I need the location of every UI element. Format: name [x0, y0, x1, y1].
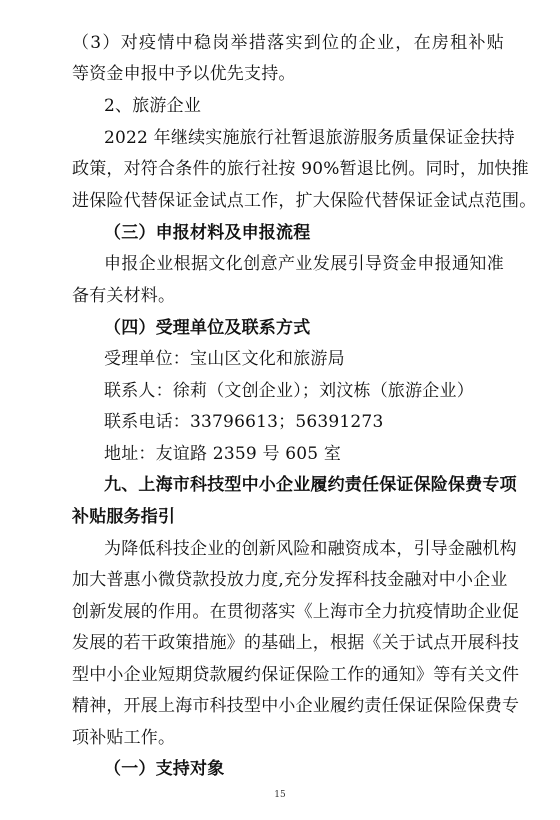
contact-line: 地址：友谊路 2359 号 605 室 [104, 444, 342, 464]
paragraph-line: 进保险代替保证金试点工作，扩大保险代替保证金试点范围。 [72, 191, 537, 211]
paragraph-line: 项补贴工作。 [72, 728, 176, 748]
paragraph-line: 申报企业根据文化创意产业发展引导资金申报通知准 [104, 254, 504, 274]
paragraph-line: 创新发展的作用。在贯彻落实《上海市全力抗疫情助企业促 [72, 602, 520, 622]
section-heading: 2、旅游企业 [104, 96, 202, 116]
contact-line: 受理单位：宝山区文化和旅游局 [104, 349, 345, 369]
contact-line: 联系电话：33796613；56391273 [104, 412, 384, 432]
paragraph-line: 精神，开展上海市科技型中小企业履约责任保证保险保费专 [72, 696, 520, 716]
page-number: 15 [274, 790, 286, 800]
section-heading: （四）受理单位及联系方式 [104, 318, 311, 338]
paragraph-line: 政策，对符合条件的旅行社按 90%暂退比例。同时，加快推 [72, 159, 529, 179]
chapter-heading: 补贴服务指引 [72, 507, 176, 527]
paragraph-line: 等资金申报中予以优先支持。 [72, 64, 296, 84]
chapter-heading: 九、上海市科技型中小企业履约责任保证保险保费专项 [104, 475, 517, 495]
paragraph-line: 发展的若干政策措施》的基础上，根据《关于试点开展科技 [72, 633, 520, 653]
contact-line: 联系人：徐莉（文创企业）；刘汶栋（旅游企业） [104, 381, 474, 401]
paragraph-line: 为降低科技企业的创新风险和融资成本，引导金融机构 [104, 539, 517, 559]
paragraph-line: （3）对疫情中稳岗举措落实到位的企业，在房租补贴 [72, 33, 504, 53]
section-heading: （一）支持对象 [104, 759, 225, 779]
section-heading: （三）申报材料及申报流程 [104, 223, 311, 243]
paragraph-line: 2022 年继续实施旅行社暂退旅游服务质量保证金扶持 [104, 128, 515, 148]
paragraph-line: 加大普惠小微贷款投放力度,充分发挥科技金融对中小企业 [72, 570, 508, 590]
paragraph-line: 备有关材料。 [72, 286, 176, 306]
paragraph-line: 型中小企业短期贷款履约保证保险工作的通知》等有关文件 [72, 665, 520, 685]
